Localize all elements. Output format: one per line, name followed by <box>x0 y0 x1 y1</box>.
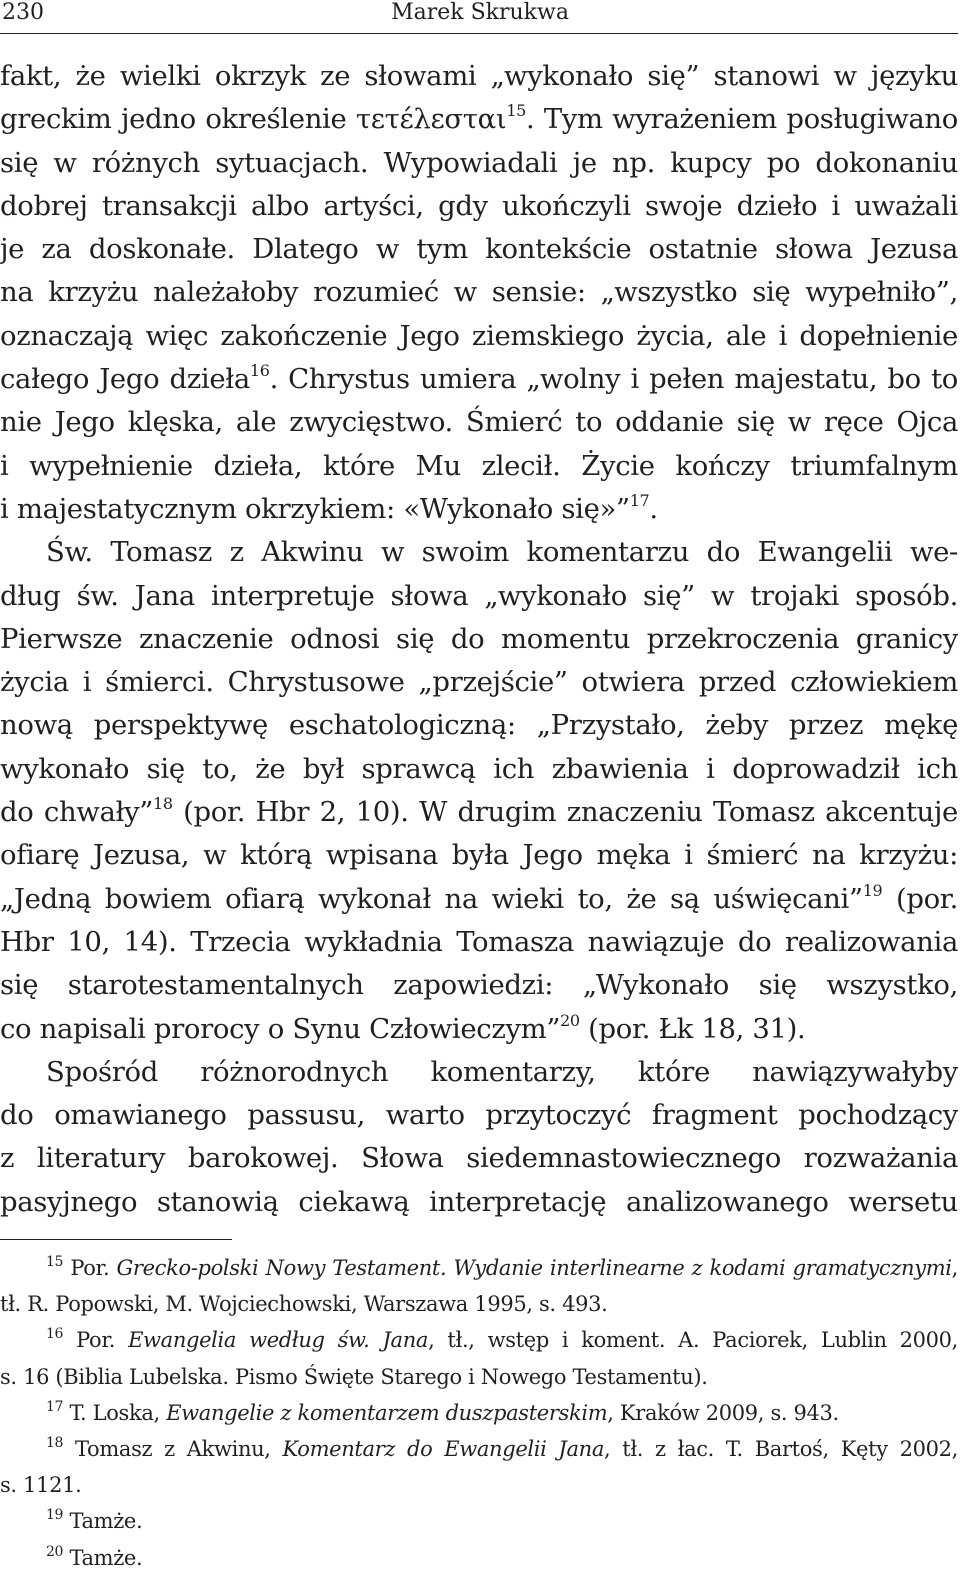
body-line: wykonało się to, że był sprawcą ich zbawienia i doprowadził ich <box>0 752 958 785</box>
footnote-number: 20 <box>46 1543 64 1560</box>
footnote-separator <box>0 1239 232 1240</box>
page-number: 230 <box>2 0 44 25</box>
body-line: całego Jego dzieła$^{16}$. Chrystus umiera „wolny i pełen majestatu, bo to <box>0 361 958 396</box>
body-line: fakt, że wielki okrzyk ze słowami „wykonało się” stanowi w języku <box>0 60 958 92</box>
footnote-ref: 20 <box>560 1010 580 1030</box>
body-line: i majestatycznym okrzykiem: «Wykonało się»”$^{17}$. <box>0 490 658 525</box>
body-line: pasyjnego stanowią ciekawą interpretację analizowanego wersetu <box>0 1185 958 1218</box>
footnote-number: 15 <box>46 1254 64 1270</box>
footnote-16: $^{16}$ Por. Ewangelia według św. Jana, tł., wstęp i koment. A. Paciorek, Lublin 2000, <box>46 1326 958 1353</box>
body-line: co napisali prorocy o Synu Człowieczym”$^{20}$ (por. Łk 18, 31). <box>0 1010 806 1045</box>
footnote-18-continued: s. 1121. <box>0 1473 82 1498</box>
footnote-19: $^{19}$ Tamże. <box>46 1507 143 1534</box>
footnote-ref: 18 <box>153 794 173 814</box>
footnote-20: $^{20}$ Tamże. <box>46 1543 143 1570</box>
footnote-16-continued: s. 16 (Biblia Lubelska. Pismo Święte Starego i Nowego Testamentu). <box>0 1364 708 1389</box>
page-header <box>0 0 960 30</box>
running-head-author: Marek Skrukwa <box>391 0 569 25</box>
body-line: Hbr 10, 14). Trzecia wykładnia Tomasza nawiązuje do realizowania <box>0 925 958 958</box>
body-line: „Jedną bowiem ofiarą wykonał na wieki to, że są uświęcani”$^{19}$ (por. <box>0 880 958 915</box>
body-line: dobrej transakcji albo artyści, gdy ukończyli swoje dzieło i uważali <box>0 189 958 222</box>
body-line: z literatury barokowej. Słowa siedemnastowiecznego rozważania <box>0 1142 958 1175</box>
footnote-18: $^{18}$ Tomasz z Akwinu, Komentarz do Ewangelii Jana, tł. z łac. T. Bartoś, Kęty 2002, <box>46 1434 958 1461</box>
footnote-ref: 16 <box>249 361 270 381</box>
body-text <box>0 55 960 1224</box>
body-line: Św. Tomasz z Akwinu w swoim komentarzu do Ewangelii we- <box>46 536 958 569</box>
body-line: Spośród różnorodnych komentarzy, które nawiązywałyby <box>46 1055 958 1088</box>
footnote-ref: 17 <box>629 490 650 510</box>
footnotes <box>0 1250 960 1576</box>
footnote-17: $^{17}$ T. Loska, Ewangelie z komentarzem duszpasterskim, Kraków 2009, s. 943. <box>46 1398 839 1425</box>
body-line: dług św. Jana interpretuje słowa „wykonało się” w trojaki sposób. <box>0 579 958 612</box>
body-line: je za doskonałe. Dlatego w tym kontekście ostatnie słowa Jezusa <box>0 233 958 266</box>
footnote-ref: 19 <box>862 880 883 900</box>
footnote-number: 18 <box>46 1434 64 1451</box>
body-line: na krzyżu należałoby rozumieć w sensie: „wszystko się wypełniło”, <box>0 276 958 309</box>
footnote-15: $^{15}$ Por. Grecko-polski Nowy Testament. Wydanie interlinearne z kodami gramatycznymi, <box>46 1254 958 1280</box>
header-rule <box>0 33 958 34</box>
body-line: życia i śmierci. Chrystusowe „przejście” otwiera przed człowiekiem <box>0 666 958 699</box>
body-line: do chwały”$^{18}$ (por. Hbr 2, 10). W drugim znaczeniu Tomasz akcentuje <box>0 794 958 829</box>
body-line: greckim jedno określenie τετέλεσται$^{15}$. Tym wyrażeniem posługiwano <box>0 101 958 136</box>
footnote-number: 19 <box>46 1507 64 1524</box>
footnote-15-continued: tł. R. Popowski, M. Wojciechowski, Warszawa 1995, s. 493. <box>0 1292 608 1317</box>
body-line: i wypełnienie dzieła, które Mu zlecił. Życie kończy triumfalnym <box>0 449 958 482</box>
body-line: nie Jego klęska, ale zwycięstwo. Śmierć to oddanie się w ręce Ojca <box>0 406 958 439</box>
footnote-ref: 15 <box>506 101 526 121</box>
body-line: nową perspektywę eschatologiczną: „Przystało, żeby przez mękę <box>0 709 958 742</box>
body-line: Pierwsze znaczenie odnosi się do momentu przekroczenia granicy <box>0 622 958 655</box>
body-line: się starotestamentalnych zapowiedzi: „Wykonało się wszystko, <box>0 969 958 1002</box>
body-line: ofiarę Jezusa, w którą wpisana była Jego męka i śmierć na krzyżu: <box>0 839 958 872</box>
body-line: do omawianego passusu, warto przytoczyć fragment pochodzący <box>0 1099 958 1132</box>
body-line: oznaczają więc zakończenie Jego ziemskiego życia, ale i dopełnienie <box>0 319 958 352</box>
body-line: się w różnych sytuacjach. Wypowiadali je np. kupcy po dokonaniu <box>0 146 958 179</box>
footnote-number: 17 <box>46 1398 64 1415</box>
footnote-number: 16 <box>46 1326 64 1343</box>
